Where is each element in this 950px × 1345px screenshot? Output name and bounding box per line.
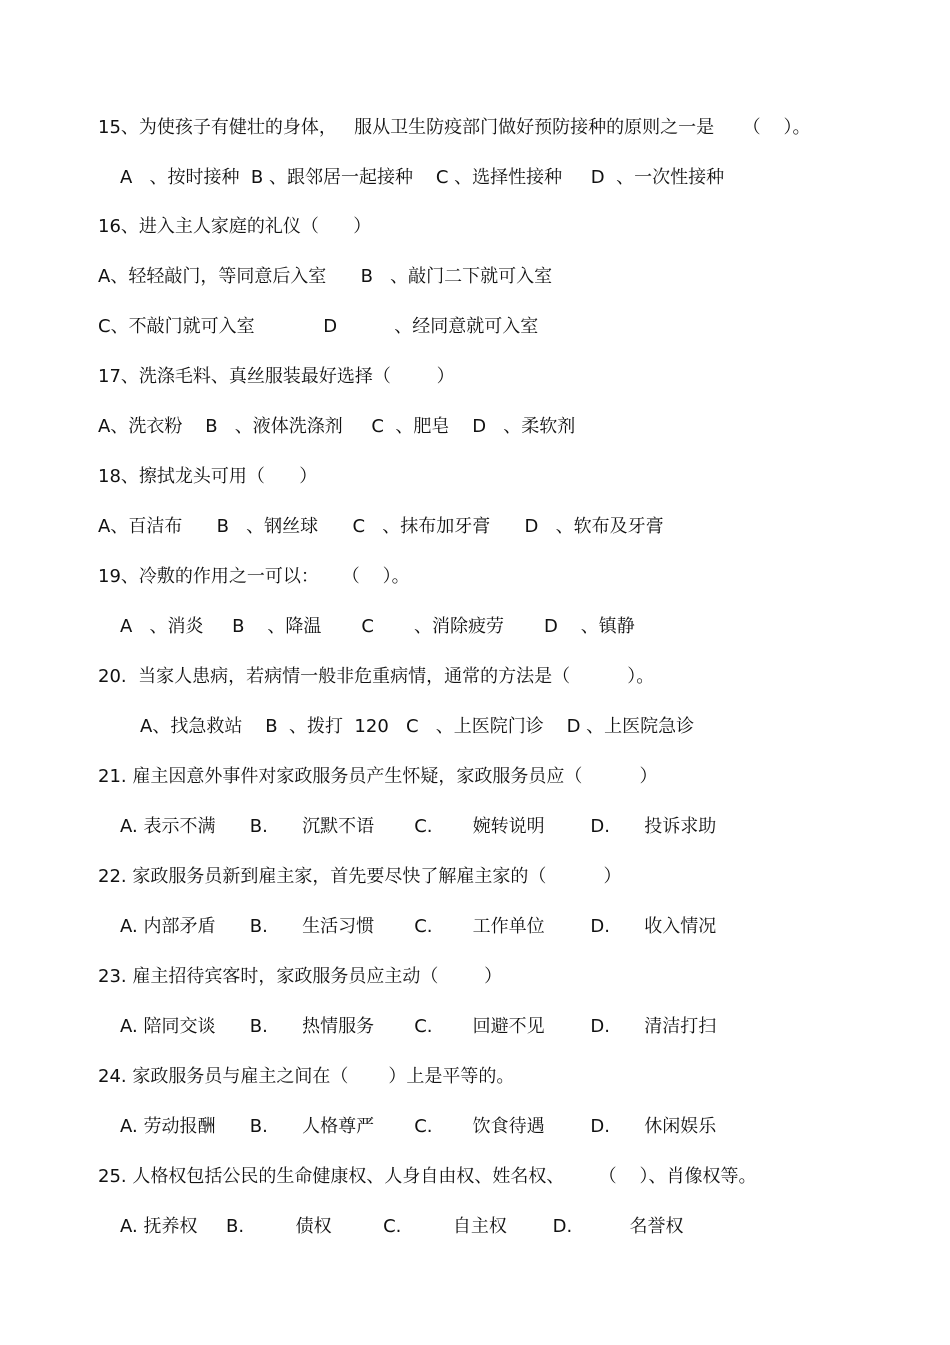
question-25-options: A. 抚养权 B. 债权 C. 自主权 D. 名誉权 [120,1216,684,1237]
question-23-options: A. 陪同交谈 B. 热情服务 C. 回避不见 D. 清洁打扫 [120,1016,717,1037]
question-16-stem: 16、进入主人家庭的礼仪（ ） [98,216,372,237]
question-15-stem: 15、为使孩子有健壮的身体， 服从卫生防疫部门做好预防接种的原则之一是 （ ）。 [98,117,811,138]
question-18-stem: 18、擦拭龙头可用（ ） [98,466,318,487]
question-21-stem: 21. 雇主因意外事件对家政服务员产生怀疑，家政服务员应（ ） [98,766,658,787]
question-22-stem: 22. 家政服务员新到雇主家，首先要尽快了解雇主家的（ ） [98,866,622,887]
question-25-stem: 25. 人格权包括公民的生命健康权、人身自由权、姓名权、 （ ）、肖像权等。 [98,1166,757,1187]
question-24-stem: 24. 家政服务员与雇主之间在（ ）上是平等的。 [98,1066,515,1087]
question-15-options: A 、按时接种 B 、跟邻居一起接种 C 、选择性接种 D 、一次性接种 [120,167,725,188]
question-23-stem: 23. 雇主招待宾客时，家政服务员应主动（ ） [98,966,503,987]
question-17-stem: 17、洗涤毛料、真丝服装最好选择（ ） [98,366,455,387]
question-16-options-row-2: C、不敲门就可入室 D 、经同意就可入室 [98,316,539,337]
question-20-options: A、找急救站 B 、拨打 120 C 、上医院门诊 D 、上医院急诊 [140,716,695,737]
question-16-options-row-1: A、轻轻敲门，等同意后入室 B 、敲门二下就可入室 [98,266,553,287]
question-20-stem: 20. 当家人患病，若病情一般非危重病情，通常的方法是（ ）。 [98,666,655,687]
question-19-stem: 19、冷敷的作用之一可以： （ ）。 [98,566,410,587]
question-18-options: A、百洁布 B 、钢丝球 C 、抹布加牙膏 D 、软布及牙膏 [98,516,664,537]
question-17-options: A、洗衣粉 B 、液体洗涤剂 C 、肥皂 D 、柔软剂 [98,416,576,437]
question-19-options: A 、消炎 B 、降温 C 、消除疲劳 D 、镇静 [120,616,635,637]
question-22-options: A. 内部矛盾 B. 生活习惯 C. 工作单位 D. 收入情况 [120,916,717,937]
question-24-options: A. 劳动报酬 B. 人格尊严 C. 饮食待遇 D. 休闲娱乐 [120,1116,717,1137]
question-21-options: A. 表示不满 B. 沉默不语 C. 婉转说明 D. 投诉求助 [120,816,717,837]
